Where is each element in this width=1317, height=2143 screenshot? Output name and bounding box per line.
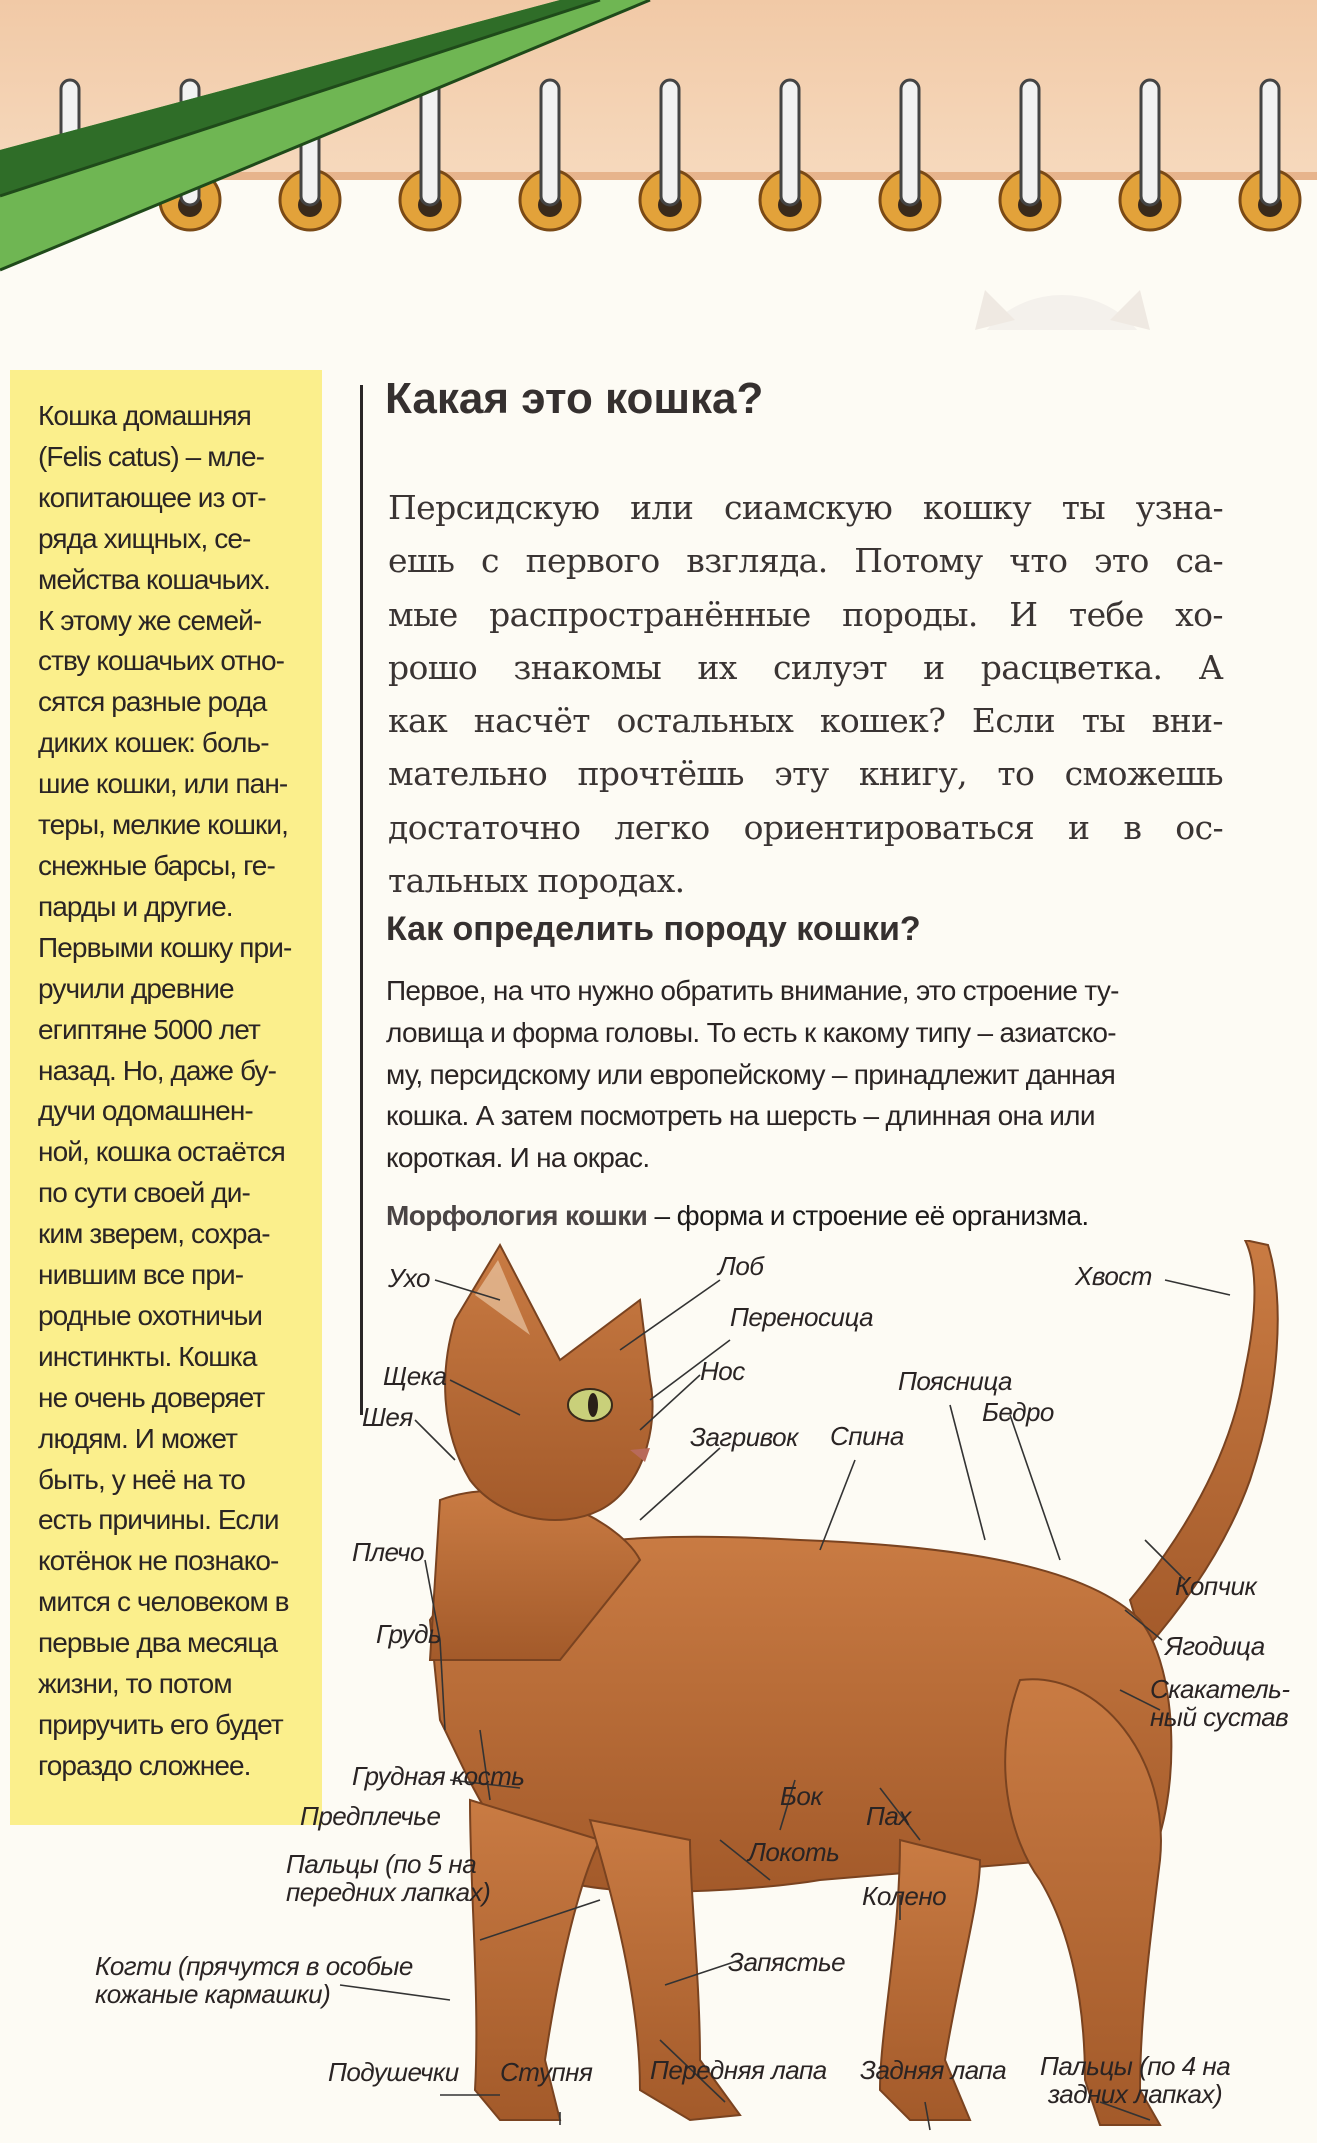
label-hock-line2: ный сустав [1150,1702,1289,1732]
sidebar-text-line: дучи одомашнен- [38,1095,253,1127]
label-back: Спина [830,1421,904,1451]
label-hind-leg: Задняя лапа [860,2055,1007,2085]
sidebar-text-line: жизни, то потом [38,1668,232,1700]
sidebar-text-line: Кошка домашняя [38,400,251,431]
sidebar-text-line: египтяне 5000 лет [38,1013,260,1045]
intro-paragraph [388,481,1223,907]
sidebar-text-line: К этому же семей- [38,604,262,636]
sidebar-text-line: ряда хищных, се- [38,522,251,554]
label-forearm: Предплечье [300,1801,441,1831]
label-bridge: Переносица [730,1302,874,1332]
label-scruff: Загривок [690,1422,798,1452]
label-tail: Хвост [1075,1261,1152,1291]
cat-anatomy-diagram [0,1240,1317,2143]
sidebar-text-line: гораздо сложнее. [38,1749,251,1781]
intro-text-line: Персидскую или сиамскую кошку ты узна- [388,488,1223,527]
label-front-leg: Передняя лапа [650,2055,827,2085]
sidebar-text-line: Первыми кошку при- [38,931,292,963]
sidebar-text-line: котёнок не познако- [38,1545,279,1577]
label-hock [1150,1675,1290,1731]
label-fingers-hind [1040,2052,1230,2108]
intro-text-line: как насчёт остальных кошек? Если ты вни- [388,701,1223,741]
label-claws [95,1952,413,2008]
intro-text-line: ешь с первого взгляда. Потому что это са- [388,541,1223,581]
sidebar-text-line: есть причины. Если [38,1504,279,1536]
body-text-line: кошка. А затем посмотреть на шерсть – длинная она или [386,1100,1095,1132]
label-fingers-hind-line1: Пальцы (по 4 на [1040,2051,1231,2081]
intro-text-line: мые распространённые породы. И тебе хо- [388,594,1223,634]
section-subtitle: Как определить породу кошки? [386,910,921,948]
label-fingers-hind-line2: задних лапках) [1048,2079,1223,2109]
label-claws-line2: кожаные кармашки) [95,1979,331,2009]
label-fingers-front-line2: передних лапках) [286,1877,491,1907]
sidebar-text-line: сятся разные рода [38,686,267,718]
label-thigh: Бедро [982,1397,1054,1427]
intro-text-line: тальных породах. [388,861,685,901]
label-ear: Ухо [388,1263,430,1293]
sidebar-text-line: (Felis catus) – мле- [38,440,265,472]
sidebar-text-line: по сути своей ди- [38,1177,250,1209]
body-text-line: Первое, на что нужно обратить внимание, это строение ту- [386,975,1119,1006]
label-pads: Подушечки [328,2057,459,2087]
sidebar-text-line: ким зверем, сохра- [38,1218,270,1250]
body-text-line: му, персидскому или европейскому – принадлежит данная [386,1058,1116,1090]
morphology-text: – форма и строение её организма. [647,1200,1089,1231]
intro-text-line: мательно прочтёшь эту книгу, то сможешь [388,754,1223,794]
label-claws-line1: Когти (прячутся в особые [95,1951,413,1981]
page-title: Какая это кошка? [385,374,764,423]
label-hock-line1: Скакатель- [1150,1674,1290,1704]
morphology-term: Морфология кошки [386,1200,648,1231]
label-loin: Поясница [898,1366,1013,1396]
sidebar-text-line: не очень доверяет [38,1381,265,1413]
notebook-pencil-illustration [0,0,1317,330]
label-wrist: Запястье [728,1947,846,1977]
sidebar-text-line: ству кошачьих отно- [38,645,285,677]
sidebar-text-line: диких кошек: боль- [38,727,269,759]
label-shoulder: Плечо [352,1537,424,1567]
label-foot: Ступня [500,2057,593,2087]
label-side: Бок [780,1781,823,1811]
sidebar-text-line: парды и другие. [38,890,233,922]
sidebar-text-line: людям. И может [38,1422,238,1454]
body-text-line: короткая. И на окрас. [386,1142,650,1174]
sidebar-text-line: теры, мелкие кошки, [38,809,288,841]
sidebar-text-line: родные охотничьи [38,1299,263,1331]
label-sternum: Грудная кость [352,1761,525,1791]
label-elbow: Локоть [748,1837,840,1867]
morphology-definition [386,1200,1089,1232]
sidebar-text-line: нившим все при- [38,1259,244,1291]
label-coccyx: Копчик [1175,1571,1257,1601]
label-chest: Грудь [376,1619,442,1649]
label-buttock: Ягодица [1165,1631,1265,1661]
label-fingers-front-line1: Пальцы (по 5 на [286,1849,477,1879]
body-text-line: ловища и форма головы. То есть к какому типу – азиатско- [386,1016,1116,1048]
label-groin: Пах [866,1801,911,1831]
label-neck: Шея [362,1402,413,1432]
sidebar-text-line: копитающее из от- [38,481,266,513]
sidebar-text-line: мейства кошачьих. [38,563,271,595]
intro-text-line: рошо знакомы их силуэт и расцветка. А [388,647,1223,687]
sidebar-text-line: приручить его будет [38,1709,283,1740]
label-fingers-front [286,1850,490,1906]
sidebar-text-line: ной, кошка остаётся [38,1136,285,1168]
sidebar-text-line: ручили древние [38,972,234,1004]
intro-text-line: достаточно легко ориентироваться и в ос- [388,807,1223,847]
label-cheek: Щека [383,1361,447,1391]
sidebar-text-line: быть, у неё на то [38,1463,245,1495]
label-forehead: Лоб [718,1251,764,1281]
sidebar-text-line: назад. Но, даже бу- [38,1054,277,1086]
sidebar-text-line: инстинкты. Кошка [38,1340,257,1372]
label-knee: Колено [862,1881,947,1911]
label-nose: Нос [700,1356,745,1386]
body-paragraph [386,970,1210,1179]
sidebar-text-line: шие кошки, или пан- [38,768,288,800]
sidebar-text-line: мится с человеком в [38,1586,289,1618]
sidebar-text-line: снежные барсы, ге- [38,849,275,881]
sidebar-text-line: первые два месяца [38,1627,278,1659]
